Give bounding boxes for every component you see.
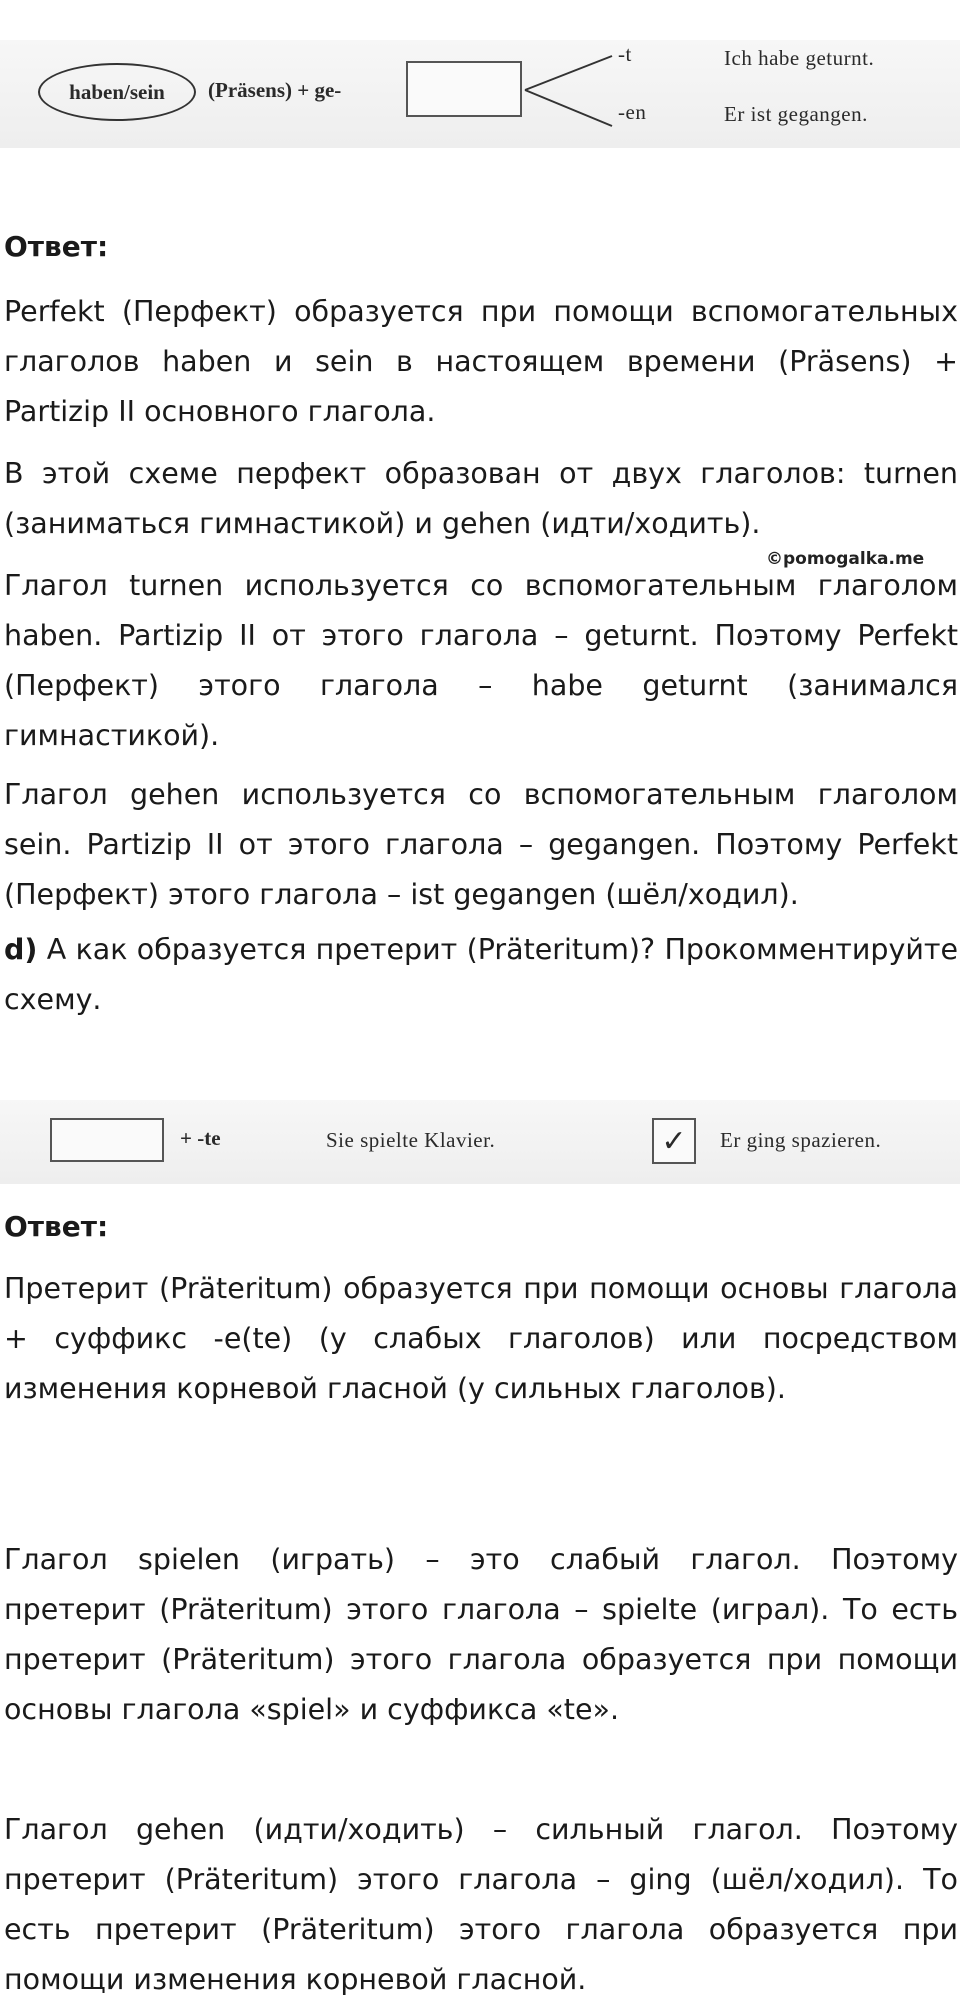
- answer-heading-2: Ответ:: [4, 1210, 109, 1243]
- perfekt-formula: (Präsens) + ge-: [208, 78, 342, 102]
- answer2-paragraph-2: Глагол spielen (играть) – это слабый глагол. Поэтому претерит (Präteritum) этого глагола – spielte (играл). То есть претерит (Präteritum) этого глагола образуется при помощи основы глагола «spiel» и суффикса «te».: [4, 1543, 958, 1726]
- perfekt-example-1: Ich habe geturnt.: [724, 46, 875, 70]
- pomogalka-watermark: ©pomogalka.me: [766, 549, 925, 569]
- ending-t: -t: [618, 42, 632, 66]
- question-d-label: d): [4, 933, 38, 966]
- branch-lines: [522, 50, 622, 130]
- praeteritum-scheme-image: [0, 1100, 960, 1184]
- answer2-paragraph-1: Претерит (Präteritum) образуется при помощи основы глагола + суффикс -e(te) (у слабых глаголов) или посредством изменения корневой гласной (у сильных глаголов).: [4, 1272, 958, 1405]
- answer1-paragraph-4: Глагол gehen используется со вспомогательным глаголом sein. Partizip II от этого глагола – gegangen. Поэтому Perfekt (Перфект) этого глагола – ist gegangen (шёл/ходил).: [4, 778, 958, 911]
- empty-stem-box-2: [50, 1118, 164, 1162]
- te-suffix: + -te: [180, 1126, 221, 1150]
- check-mark-icon: ✓: [661, 1123, 687, 1159]
- answer-heading-1: Ответ:: [4, 230, 109, 263]
- question-d-text: А как образуется претерит (Präteritum)? Прокомментируйте схему.: [4, 933, 958, 1016]
- answer2-paragraph-3: Глагол gehen (идти/ходить) – сильный глагол. Поэтому претерит (Präteritum) этого глагола – ging (шёл/ходил). То есть претерит (Präteritum) этого глагола образуется при помощи изменения корневой гласной.: [4, 1813, 958, 1996]
- perfekt-example-2: Er ist gegangen.: [724, 102, 868, 126]
- perfekt-scheme-image: [0, 40, 960, 148]
- ending-en: -en: [618, 100, 647, 124]
- check-box: [652, 1118, 696, 1164]
- answer1-paragraph-2: В этой схеме перфект образован от двух глаголов: turnen (заниматься гимнастикой) и gehen (идти/ходить).: [4, 457, 958, 540]
- praeteritum-example-2: Er ging spazieren.: [720, 1128, 882, 1152]
- praeteritum-example-1: Sie spielte Klavier.: [326, 1128, 496, 1152]
- empty-stem-box: [406, 61, 522, 117]
- question-d: [4, 925, 958, 1025]
- answer1-paragraph-1: Perfekt (Перфект) образуется при помощи вспомогательных глаголов haben и sein в настоящем времени (Präsens) + Partizip II основного глагола.: [4, 295, 958, 428]
- haben-sein-oval: haben/sein: [38, 63, 196, 121]
- answer1-paragraph-3: Глагол turnen используется со вспомогательным глаголом haben. Partizip II от этого глагола – geturnt. Поэтому Perfekt (Перфект) этого глагола – habe geturnt (занимался гимнастикой).: [4, 569, 958, 752]
